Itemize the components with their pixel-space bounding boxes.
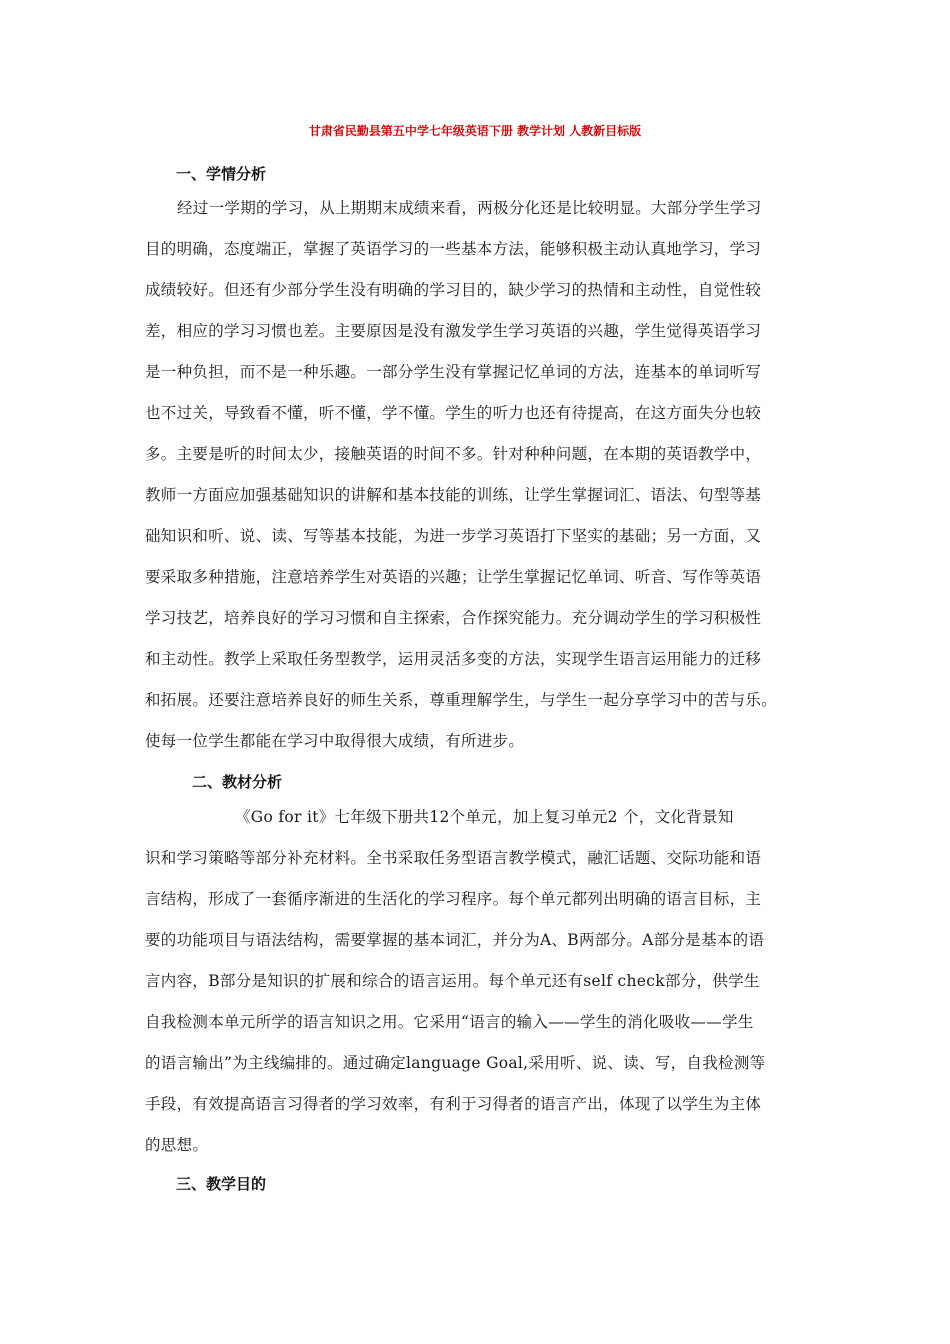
section-heading-teaching-objectives: 三、教学目的 xyxy=(176,1175,267,1193)
paragraph-line: 学习技艺，培养良好的学习习惯和自主探索，合作探究能力。充分调动学生的学习积极性 xyxy=(145,609,762,627)
paragraph-line: 要的功能项目与语法结构，需要掌握的基本词汇，并分为A、B两部分。A部分是基本的语 xyxy=(145,931,765,949)
paragraph-line: 《Go for it》七年级下册共12个单元，加上复习单元2 个，文化背景知 xyxy=(235,808,734,826)
section-heading-textbook-analysis: 二、教材分析 xyxy=(192,773,283,791)
paragraph-line: 目的明确，态度端正，掌握了英语学习的一些基本方法，能够积极主动认真地学习，学习 xyxy=(145,240,762,258)
paragraph-line: 识和学习策略等部分补充材料。全书采取任务型语言教学模式，融汇话题、交际功能和语 xyxy=(145,849,762,867)
paragraph-line: 经过一学期的学习，从上期期末成绩来看，两极分化还是比较明显。大部分学生学习 xyxy=(177,199,762,217)
paragraph-line: 差，相应的学习习惯也差。主要原因是没有激发学生学习英语的兴趣，学生觉得英语学习 xyxy=(145,322,762,340)
document-title: 甘肃省民勤县第五中学七年级英语下册 教学计划 人教新目标版 xyxy=(308,124,642,138)
paragraph-line: 也不过关，导致看不懂，听不懂，学不懂。学生的听力也还有待提高，在这方面失分也较 xyxy=(145,404,762,422)
paragraph-line: 言内容，B部分是知识的扩展和综合的语言运用。每个单元还有self check部分，供学生 xyxy=(145,972,760,990)
paragraph-line: 自我检测本单元所学的语言知识之用。它采用“语言的输入——学生的消化吸收——学生 xyxy=(145,1013,754,1031)
section-paragraph-learning-analysis xyxy=(145,197,815,771)
paragraph-line: 要采取多种措施，注意培养学生对英语的兴趣；让学生掌握记忆单词、听音、写作等英语 xyxy=(145,568,762,586)
section-heading-learning-analysis: 一、学情分析 xyxy=(176,165,267,183)
section-paragraph-textbook-analysis xyxy=(145,806,815,1175)
paragraph-line: 的思想。 xyxy=(145,1136,209,1154)
paragraph-line: 言结构，形成了一套循序渐进的生活化的学习程序。每个单元都列出明确的语言目标，主 xyxy=(145,890,762,908)
paragraph-line: 和主动性。教学上采取任务型教学，运用灵活多变的方法，实现学生语言运用能力的迁移 xyxy=(145,650,762,668)
paragraph-line: 使每一位学生都能在学习中取得很大成绩，有所进步。 xyxy=(145,732,525,750)
paragraph-line: 手段，有效提高语言习得者的学习效率，有利于习得者的语言产出，体现了以学生为主体 xyxy=(145,1095,762,1113)
paragraph-line: 教师一方面应加强基础知识的讲解和基本技能的训练，让学生掌握词汇、语法、句型等基 xyxy=(145,486,762,504)
paragraph-line: 成绩较好。但还有少部分学生没有明确的学习目的，缺少学习的热情和主动性，自觉性较 xyxy=(145,281,762,299)
paragraph-line: 础知识和听、说、读、写等基本技能，为进一步学习英语打下坚实的基础；另一方面，又 xyxy=(145,527,762,545)
paragraph-line: 的语言输出”为主线编排的。通过确定language Goal,采用听、说、读、写，自我检测等 xyxy=(145,1054,766,1072)
paragraph-line: 和拓展。还要注意培养良好的师生关系，尊重理解学生，与学生一起分享学习中的苦与乐。 xyxy=(145,691,778,709)
paragraph-line: 是一种负担，而不是一种乐趣。一部分学生没有掌握记忆单词的方法，连基本的单词听写 xyxy=(145,363,762,381)
paragraph-line: 多。主要是听的时间太少，接触英语的时间不多。针对种种问题，在本期的英语教学中， xyxy=(145,445,762,463)
